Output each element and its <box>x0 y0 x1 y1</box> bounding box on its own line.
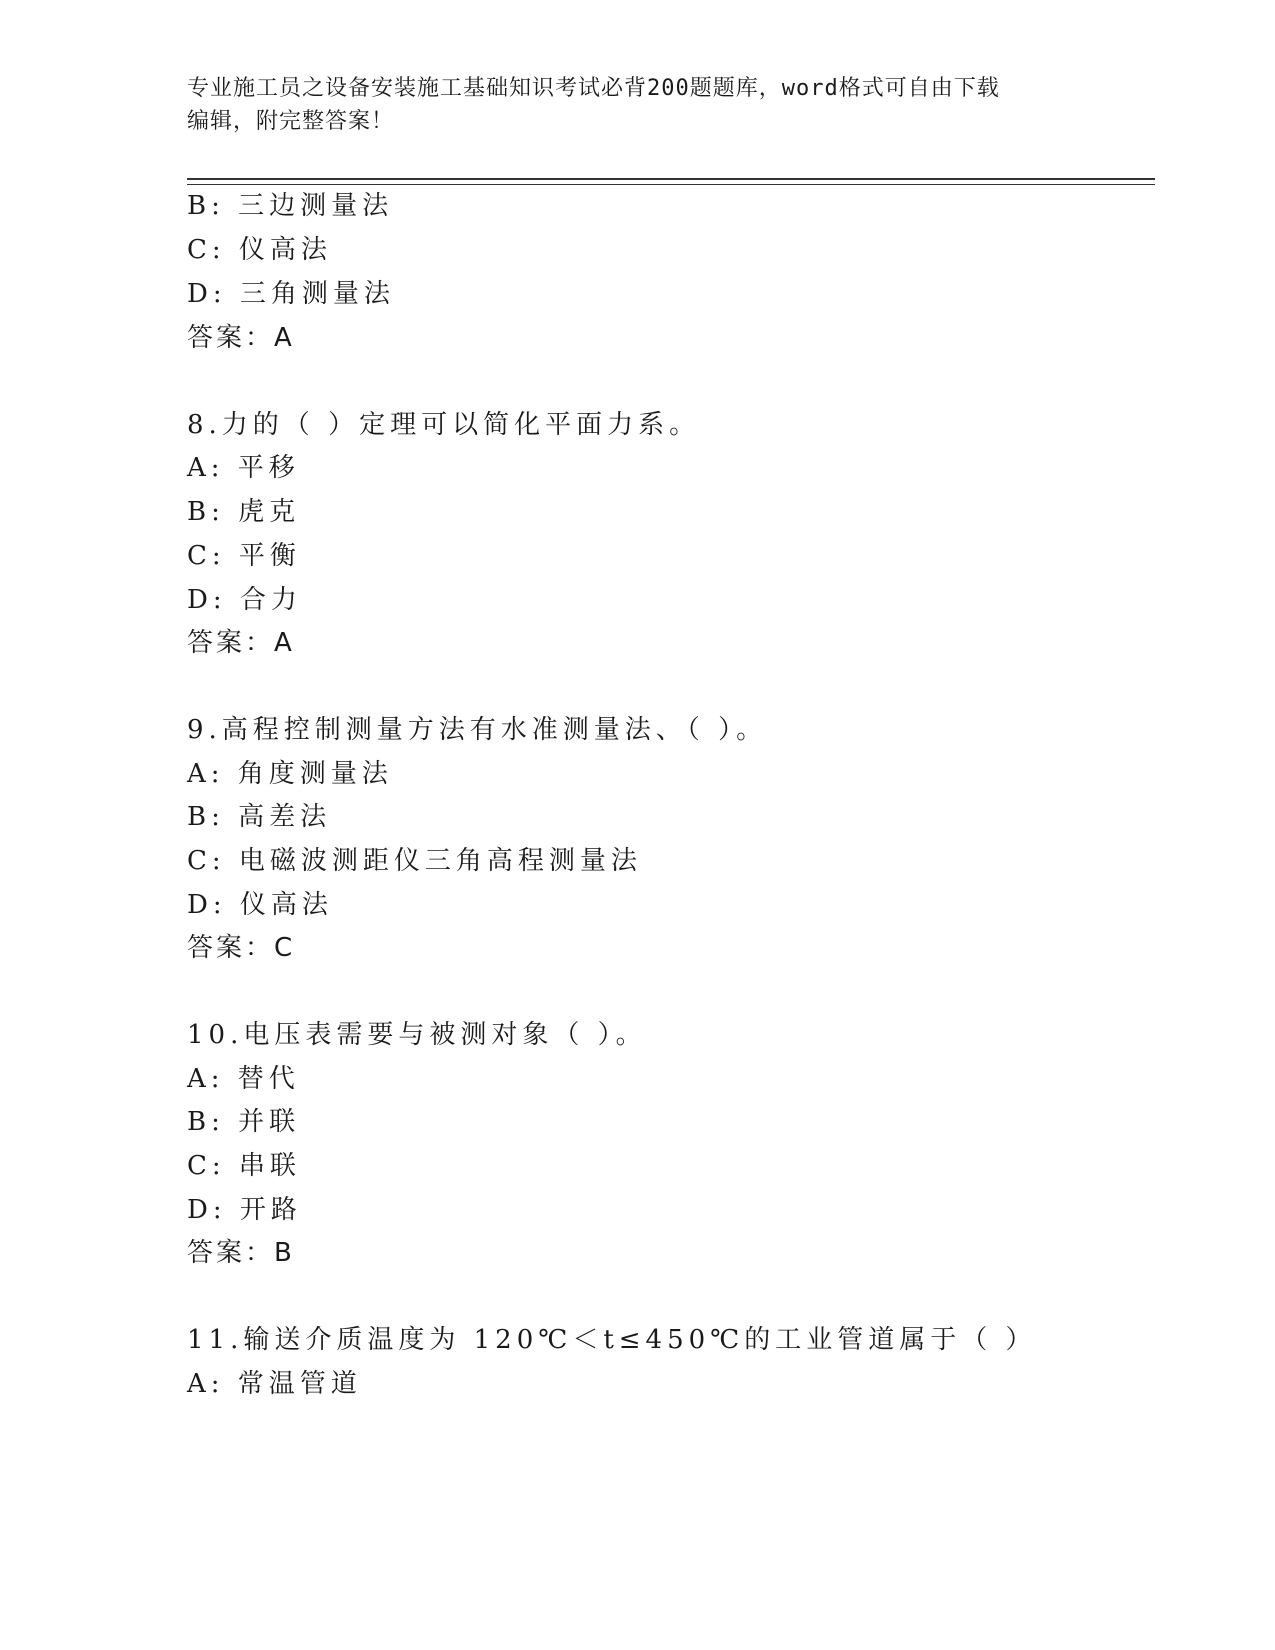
q9-question: 9.高程控制测量方法有水准测量法、（ ）。 <box>187 715 768 745</box>
q10-answer: 答案：B <box>187 1238 295 1268</box>
q7-option-d: D: 三角测量法 <box>187 279 395 309</box>
q7-option-b: B: 三边测量法 <box>187 191 394 221</box>
header-title-line-1: 专业施工员之设备安装施工基础知识考试必背200题题库，word格式可自由下载 <box>187 76 1000 101</box>
q8-option-c: C: 平衡 <box>187 541 301 571</box>
q7-answer: 答案：A <box>187 323 295 353</box>
q8-question: 8.力的（ ）定理可以简化平面力系。 <box>187 410 701 440</box>
q8-option-b: B: 虎克 <box>187 497 301 527</box>
q10-option-a: A: 替代 <box>187 1064 300 1094</box>
q8-option-a: A: 平移 <box>187 453 300 483</box>
q11-question: 11.输送介质温度为 120℃＜t≤450℃的工业管道属于（ ） <box>187 1325 1037 1355</box>
q10-option-d: D: 开路 <box>187 1195 302 1225</box>
q9-answer: 答案：C <box>187 933 296 963</box>
q9-option-d: D: 仪高法 <box>187 890 333 920</box>
q9-option-b: B: 高差法 <box>187 802 332 832</box>
header-divider-top <box>187 178 1155 180</box>
q10-question: 10.电压表需要与被测对象（ ）。 <box>187 1020 647 1050</box>
q9-option-a: A: 角度测量法 <box>187 759 393 789</box>
header-title-line-2: 编辑，附完整答案！ <box>187 109 395 134</box>
q8-answer: 答案：A <box>187 628 295 658</box>
q7-option-c: C: 仪高法 <box>187 235 332 265</box>
document-header <box>187 72 1067 138</box>
q11-option-a: A: 常温管道 <box>187 1369 362 1399</box>
q8-option-d: D: 合力 <box>187 585 302 615</box>
q9-option-c: C: 电磁波测距仪三角高程测量法 <box>187 846 642 876</box>
header-divider-bottom <box>187 184 1155 185</box>
q10-option-b: B: 并联 <box>187 1107 301 1137</box>
q10-option-c: C: 串联 <box>187 1151 301 1181</box>
